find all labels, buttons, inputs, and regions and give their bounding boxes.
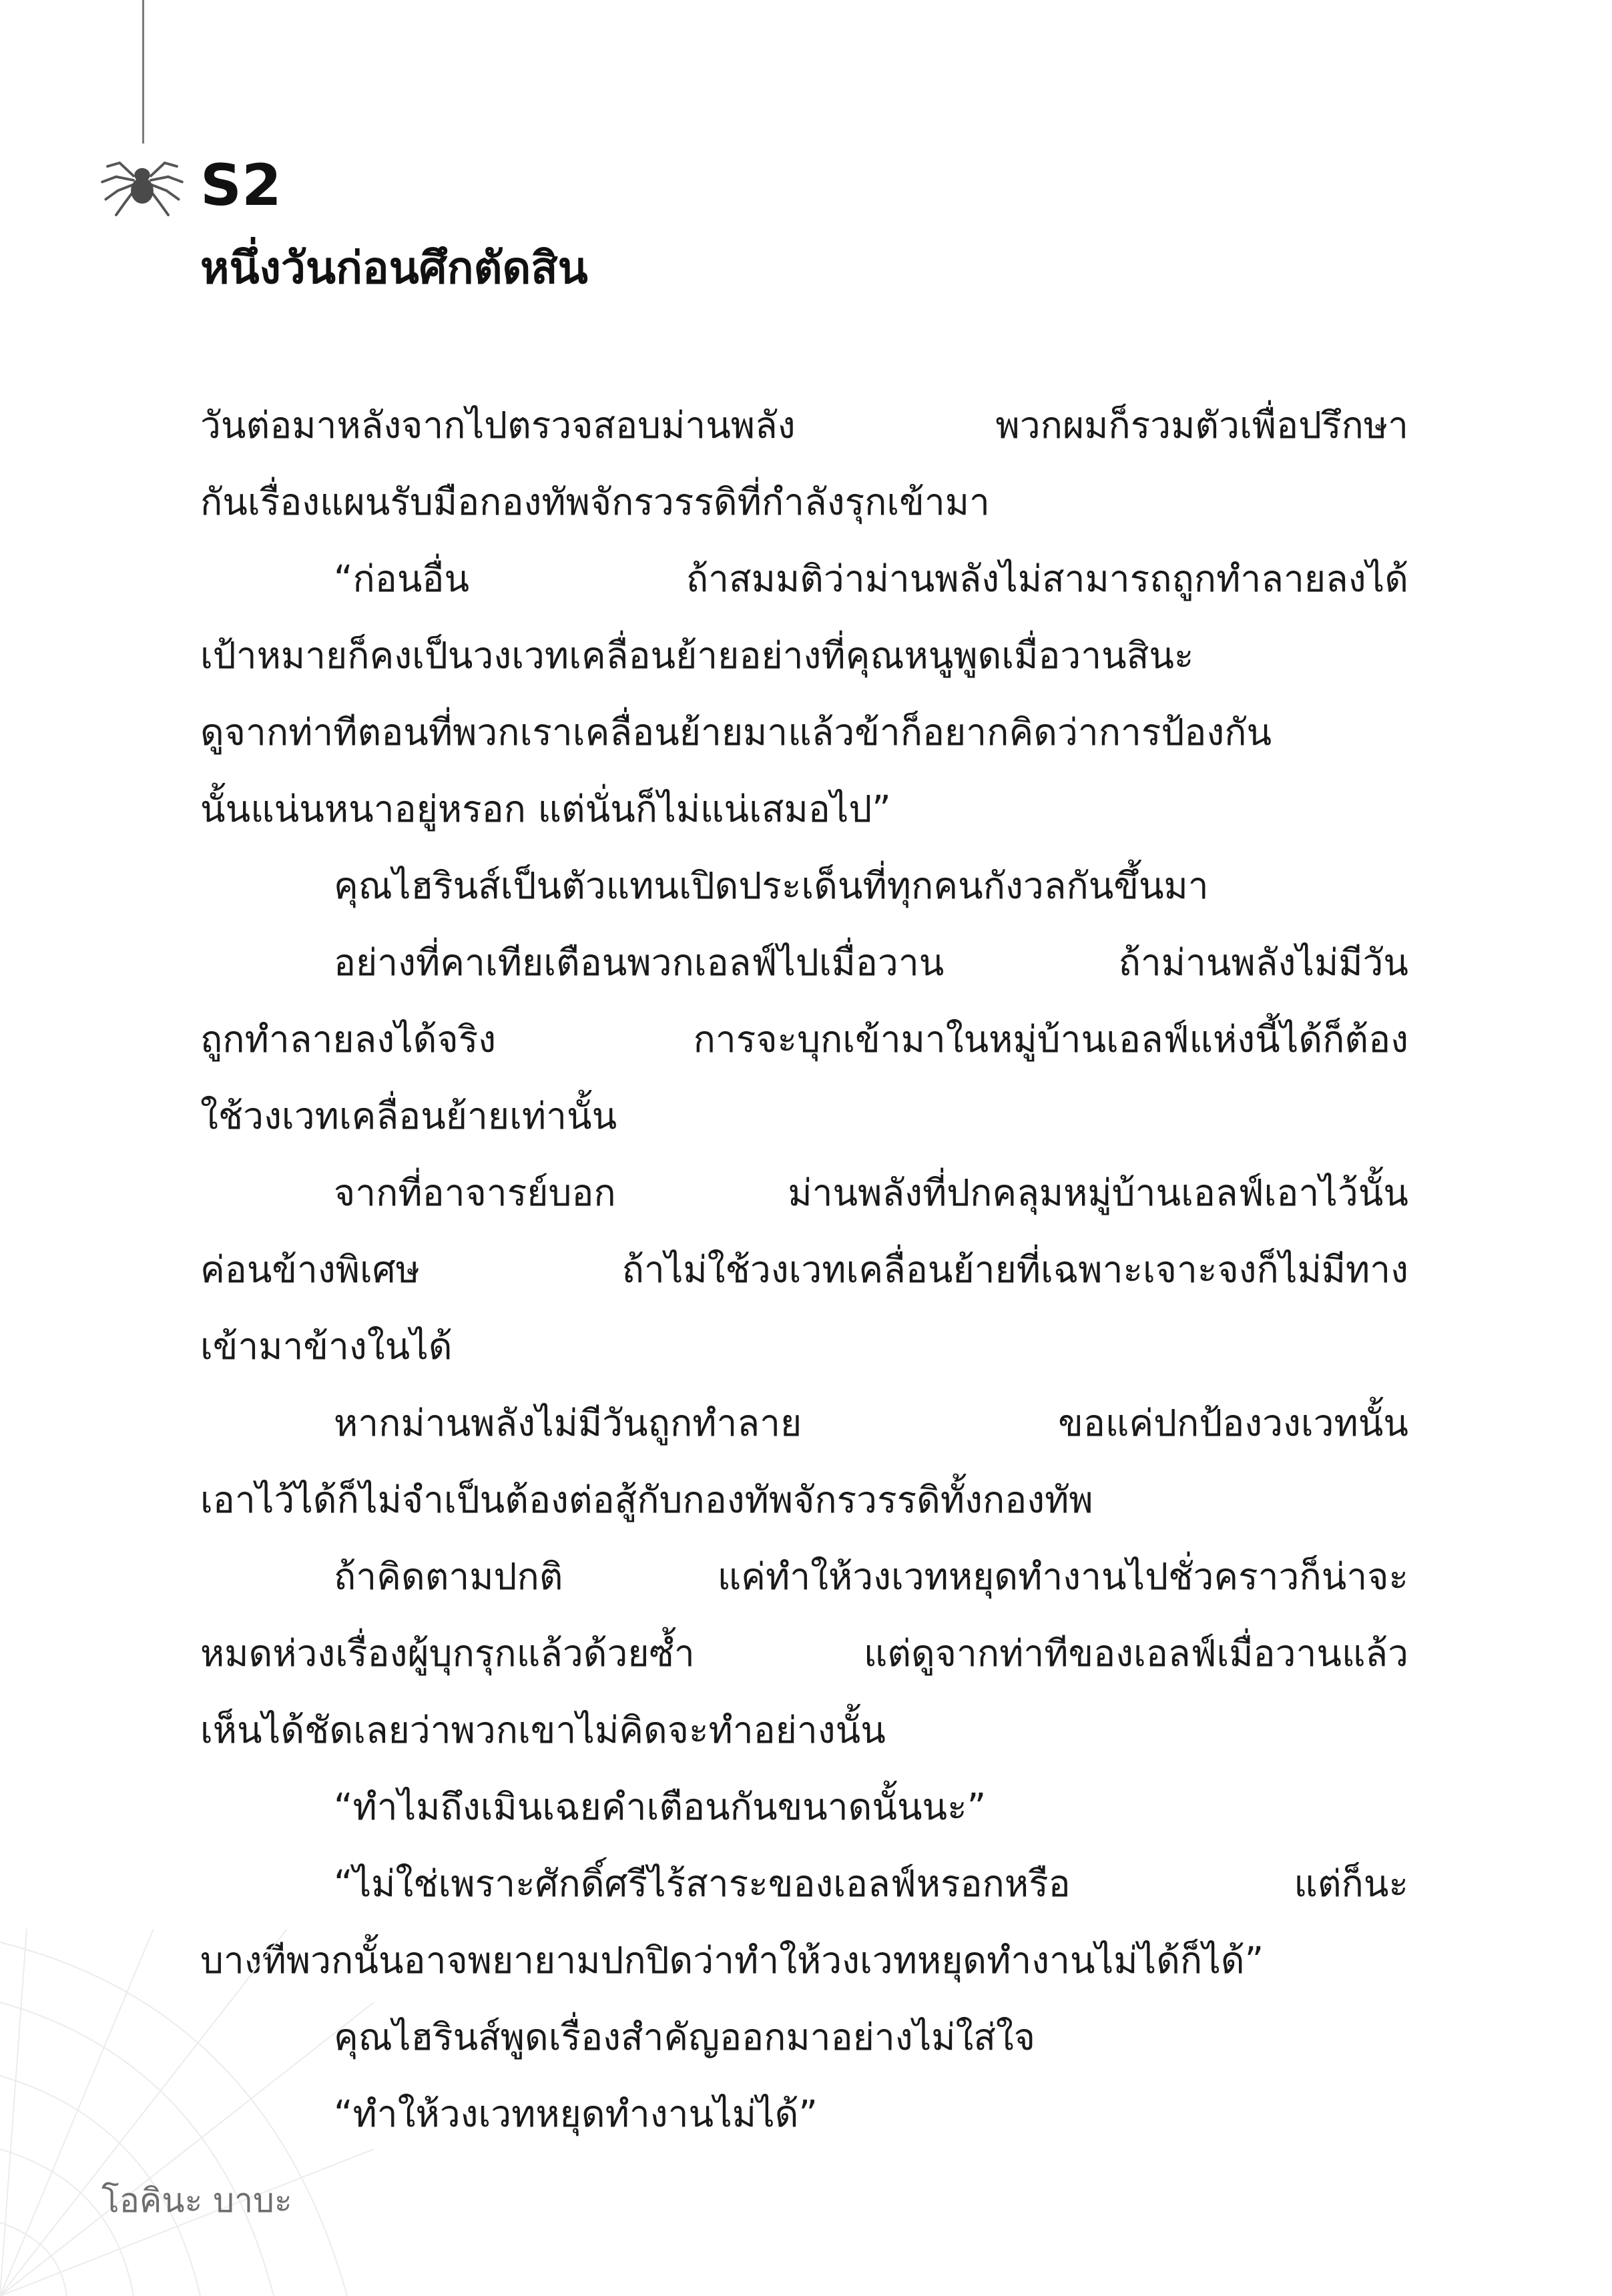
spider-icon [99, 137, 186, 224]
text-line: คุณไฮรินส์พูดเรื่องสำคัญออกมาอย่างไม่ใส่ใจ [334, 2016, 1035, 2058]
text-line: กันเรื่องแผนรับมือกองทัพจักรวรรดิที่กำลังรุกเข้ามา [200, 481, 990, 523]
text-line: วันต่อมาหลังจากไปตรวจสอบม่านพลัง พวกผมก็รวมตัวเพื่อปรึกษา [200, 404, 1408, 447]
text-line: ดูจากท่าทีตอนที่พวกเราเคลื่อนย้ายมาแล้วข้าก็อยากคิดว่าการป้องกัน [200, 711, 1272, 754]
text-line: หมดห่วงเรื่องผู้บุกรุกแล้วด้วยซ้ำ แต่ดูจากท่าทีของเอลฟ์เมื่อวานแล้ว [200, 1632, 1408, 1675]
text-line: “ก่อนอื่น ถ้าสมมติว่าม่านพลังไม่สามารถถูกทำลายลงได้ [334, 557, 1408, 600]
text-line: ใช้วงเวทเคลื่อนย้ายเท่านั้น [200, 1095, 617, 1137]
text-line: “ทำให้วงเวทหยุดทำงานไม่ได้” [334, 2092, 818, 2135]
text-line: ค่อนข้างพิเศษ ถ้าไม่ใช้วงเวทเคลื่อนย้ายที่เฉพาะเจาะจงก็ไม่มีทาง [200, 1248, 1408, 1291]
text-line: ถูกทำลายลงได้จริง การจะบุกเข้ามาในหมู่บ้านเอลฟ์แห่งนี้ได้ก็ต้อง [200, 1018, 1408, 1061]
text-line: เอาไว้ได้ก็ไม่จำเป็นต้องต่อสู้กับกองทัพจักรวรรดิทั้งกองทัพ [200, 1478, 1093, 1521]
text-line: คุณไฮรินส์เป็นตัวแทนเปิดประเด็นที่ทุกคนกังวลกันขึ้นมา [334, 864, 1209, 907]
text-line: อย่างที่คาเทียเตือนพวกเอลฟ์ไปเมื่อวาน ถ้าม่านพลังไม่มีวัน [334, 941, 1408, 984]
text-line: บางทีพวกนั้นอาจพยายามปกปิดว่าทำให้วงเวทหยุดทำงานไม่ได้ก็ได้” [200, 1939, 1264, 1982]
text-line: จากที่อาจารย์บอก ม่านพลังที่ปกคลุมหมู่บ้านเอลฟ์เอาไว้นั้น [334, 1171, 1408, 1214]
text-line: นั้นแน่นหนาอยู่หรอก แต่นั่นก็ไม่แน่เสมอไป” [200, 788, 891, 830]
spider-web-icon [0, 1929, 374, 2296]
body-text [200, 387, 1408, 2152]
text-line: หากม่านพลังไม่มีวันถูกทำลาย ขอแค่ปกป้องวงเวทนั้น [334, 1402, 1408, 1444]
chapter-title: หนึ่งวันก่อนศึกตัดสิน [200, 242, 588, 294]
text-line: ถ้าคิดตามปกติ แค่ทำให้วงเวทหยุดทำงานไปชั่วคราวก็น่าจะ [334, 1555, 1408, 1598]
page-footer-author: โอคินะ บาบะ [101, 2181, 292, 2220]
text-line: เห็นได้ชัดเลยว่าพวกเขาไม่คิดจะทำอย่างนั้น [200, 1709, 886, 1751]
spider-thread [142, 0, 144, 144]
chapter-number: S2 [200, 152, 282, 219]
text-line: “ไม่ใช่เพราะศักดิ์ศรีไร้สาระของเอลฟ์หรอกหรือ แต่ก็นะ [334, 1862, 1408, 1905]
text-line: เข้ามาข้างในได้ [200, 1325, 453, 1368]
text-line: “ทำไมถึงเมินเฉยคำเตือนกันขนาดนั้นนะ” [334, 1785, 987, 1828]
text-line: เป้าหมายก็คงเป็นวงเวทเคลื่อนย้ายอย่างที่คุณหนูพูดเมื่อวานสินะ [200, 634, 1194, 677]
